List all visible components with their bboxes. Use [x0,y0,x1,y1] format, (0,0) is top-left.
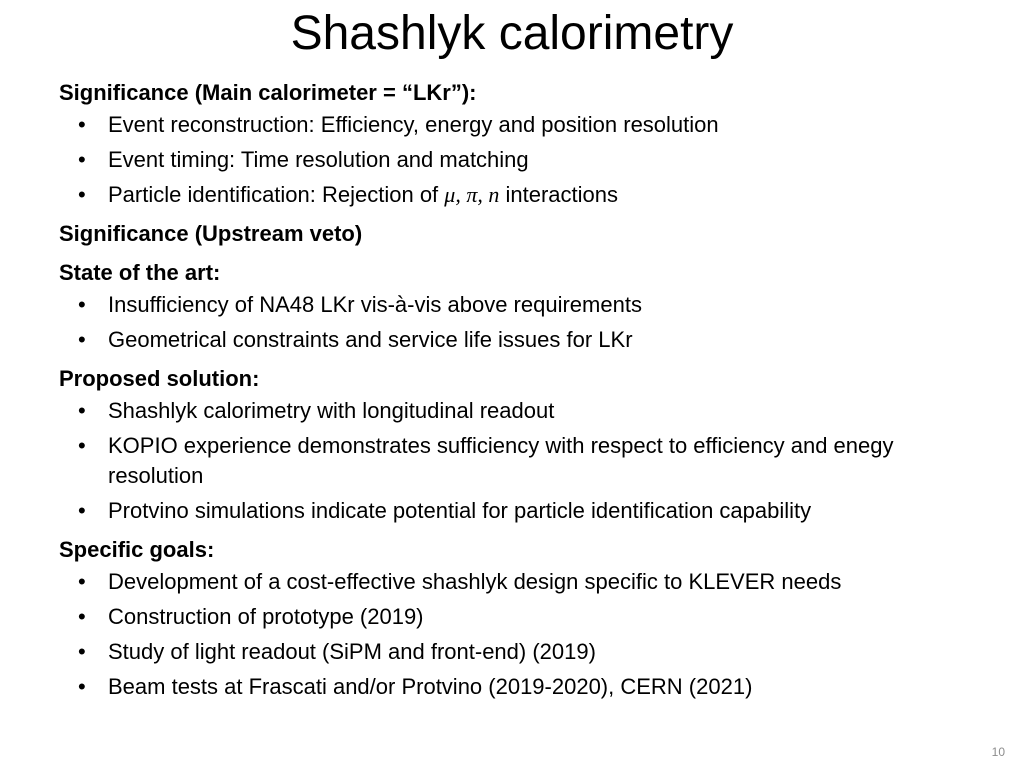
bullet-item: • Event timing: Time resolution and matching [59,145,979,175]
section-heading: Significance (Main calorimeter = “LKr”): [59,80,477,105]
section-state-of-art [59,258,979,355]
bullet-item: • KOPIO experience demonstrates sufficiency with respect to efficiency and enegy resolution [59,431,979,491]
bullet-item: • Beam tests at Frascati and/or Protvino (2019-2020), CERN (2021) [59,672,979,702]
bullet-list [59,110,979,210]
page-number: 10 [991,745,1005,759]
greek-symbols: μ, π, n [444,182,500,207]
bullet-item: • Shashlyk calorimetry with longitudinal readout [59,396,979,426]
section-significance-veto [59,219,979,249]
bullet-text-prefix: Particle identification: Rejection of [108,182,445,207]
bullet-item: • Study of light readout (SiPM and front-end) (2019) [59,637,979,667]
bullet-item: • Insufficiency of NA48 LKr vis-à-vis above requirements [59,290,979,320]
bullet-text-suffix: interactions [499,182,618,207]
bullet-item: • Event reconstruction: Efficiency, energy and position resolution [59,110,979,140]
slide-content [59,78,979,711]
section-heading: Significance (Upstream veto) [59,221,363,246]
bullet-item: • Protvino simulations indicate potential for particle identification capability [59,496,979,526]
bullet-item-particle-id [59,180,979,210]
section-proposed-solution [59,364,979,526]
section-heading: State of the art: [59,260,221,285]
section-heading: Proposed solution: [59,366,260,391]
bullet-list [59,290,979,355]
bullet-item: • Construction of prototype (2019) [59,602,979,632]
slide-title: Shashlyk calorimetry [290,7,734,60]
bullet-list [59,567,979,702]
section-significance-main [59,78,979,210]
bullet-list [59,396,979,526]
section-specific-goals [59,535,979,702]
section-heading: Specific goals: [59,537,215,562]
bullet-item: • Development of a cost-effective shashlyk design specific to KLEVER needs [59,567,979,597]
bullet-item: • Geometrical constraints and service life issues for LKr [59,325,979,355]
